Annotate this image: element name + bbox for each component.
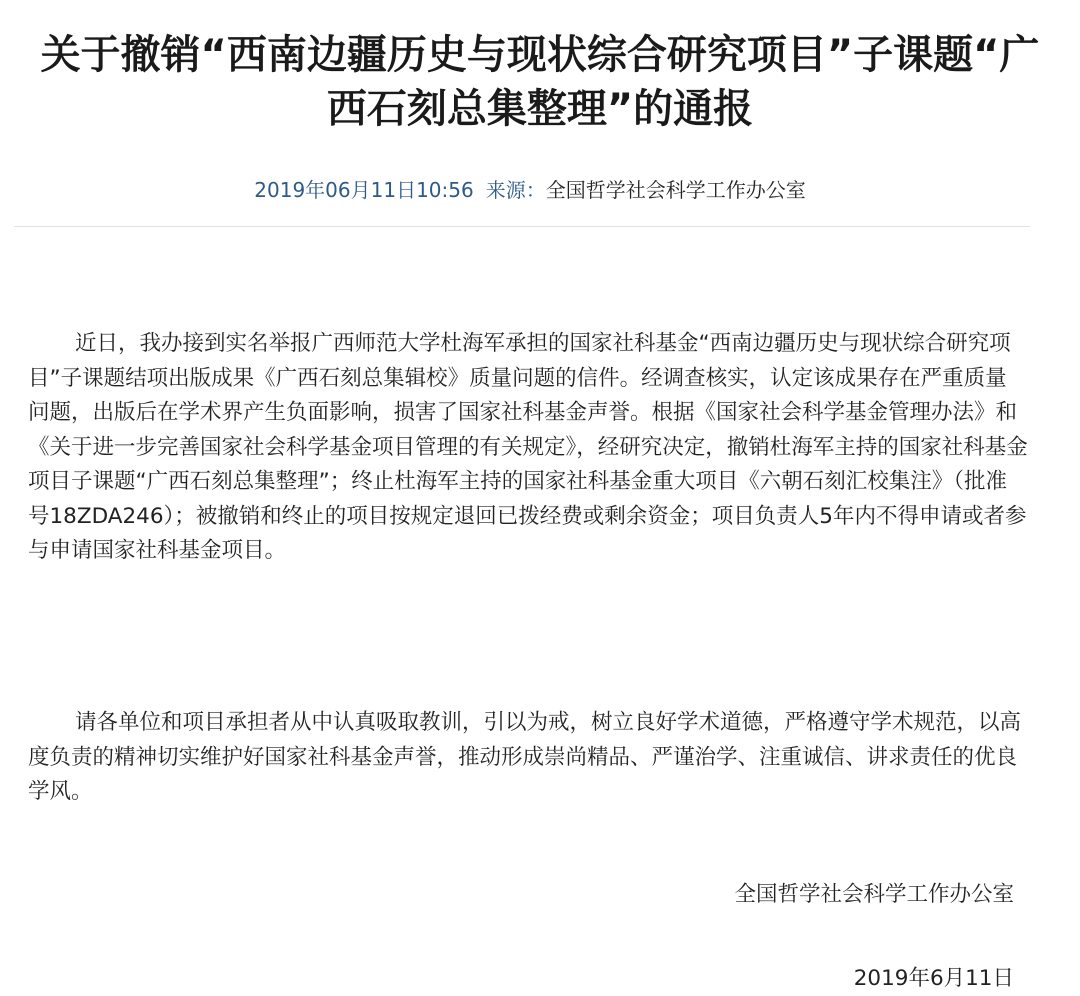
source-name: 全国哲学社会科学工作办公室 xyxy=(545,178,806,202)
header-divider xyxy=(14,226,1030,227)
article-title: 关于撤销“西南边疆历史与现状综合研究项目”子课题“广西石刻总集整理”的通报 xyxy=(40,32,1040,132)
publish-datetime: 2019年06月11日10:56 xyxy=(254,178,474,202)
body-paragraph-2: 请各单位和项目承担者从中认真吸取教训，引以为戒，树立良好学术道德，严格遵守学术规范，以高度负责的精神切实维护好国家社科基金声誉，推动形成崇尚精品、严谨治学、注重诚信、讲求责任的优良学风。 xyxy=(28,710,1022,804)
body-paragraph-1: 近日，我办接到实名举报广西师范大学杜海军承担的国家社科基金“西南边疆历史与现状综合研究项目”子课题结项出版成果《广西石刻总集辑校》质量问题的信件。经调查核实，认定该成果存在严重质量问题，出版后在学术界产生负面影响，损害了国家社科基金声誉。根据《国家社会科学基金管理办法》和《关于进一步完善国家社会科学基金项目管理的有关规定》，经研究决定，撤销杜海军主持的国家社科基金项目子课题“广西石刻总集整理”；终止杜海军主持的国家社科基金重大项目《六朝石刻汇校集注》（批准号18ZDA246）；被撤销和终止的项目按规定退回已拨经费或剩余资金；项目负责人5年内不得申请或者参与申请国家社科基金项目。 xyxy=(28,331,1028,563)
signature-date: 2019年6月11日 xyxy=(853,966,1014,991)
article-meta xyxy=(0,175,1060,205)
signature-organization: 全国哲学社会科学工作办公室 xyxy=(734,882,1014,907)
source-label: 来源： xyxy=(485,178,546,202)
